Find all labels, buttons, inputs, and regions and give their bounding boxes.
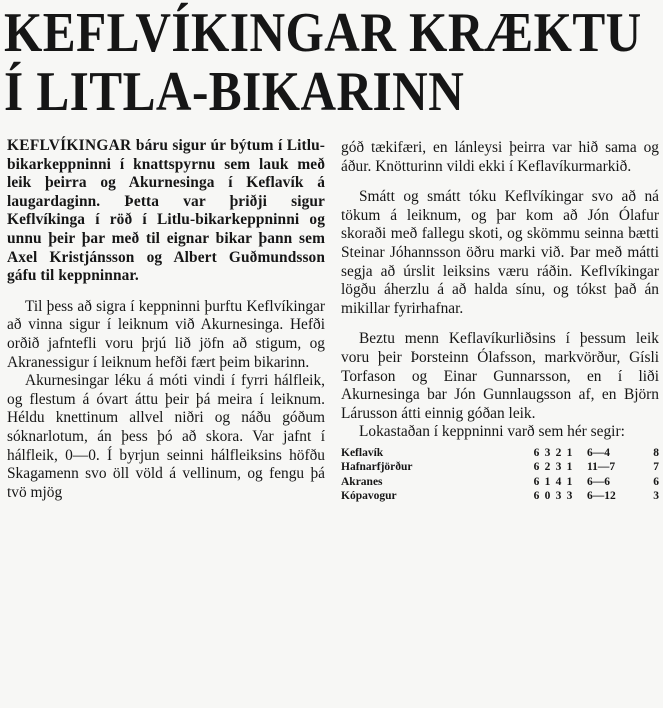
goals: 11—7 [587,461,616,474]
paragraph-4: góð tækifæri, en lánleysi þeirra var hið sama og áður. Knötturinn vildi ekki í Keflavíkurmarkið. [341,139,659,175]
headline-line-2: Í LITLA-BIKARINN [4,61,465,123]
paragraph-6: Beztu menn Keflavíkurliðsins í þessum leik voru þeir Þorsteinn Ólafsson, markvörður, Gísli Torfason og Einar Gunnarsson, en í liði Akurnesinga bar Jón Gunnlaugsson af, en Björn Lárusson átti einnig góðan leik. [341,330,659,422]
drawn: 2 [555,446,562,459]
team-name: Keflavík [341,446,384,459]
played: 6 [533,475,540,488]
played: 6 [533,461,540,474]
standings-table [341,446,659,504]
lead-text: báru sigur úr býtum í Litlu-bikarkeppninni í knattspyrnu sem lauk með leik þeirra og Akurnesinga í Keflavík á laugardaginn. Þetta var þriðji sigur Keflvíkinga í röð í Litlu-bikarkeppninni og unnu þeir þar með til eignar bikar þann sem Axel Kristjánsson og Albert Guðmundsson gáfu til keppninnar. [7,137,325,285]
table-row [341,489,659,504]
drawn: 4 [555,475,562,488]
goals: 6—6 [587,475,610,488]
drawn: 3 [555,490,562,503]
paragraph-7: Lokastaðan í keppninni varð sem hér segir: [359,423,625,441]
article-column-left [7,137,325,502]
points: 8 [653,446,659,459]
played: 6 [533,446,540,459]
points: 7 [653,461,659,474]
points: 6 [653,475,659,488]
paragraph-2: Til þess að sigra í keppninni þurftu Keflvíkingar að vinna sigur í leiknum við Akurnesinga. Hefði orðið jafntefli voru þrjú lið jöfn að stigum, og Akranessigur í leiknum hefði fært þeim bikarinn. [7,297,325,371]
lost: 1 [566,475,573,488]
paragraph-3: Akurnesingar léku á móti vindi í fyrri hálfleik, og flestum á óvart áttu þeir þá meira í leiknum. Héldu knettinum allvel niðri og náðu góðum sóknarlotum, án þess þó að skora. Var jafnt í hálfleik, 0—0. Í byrjun seinni hálfleiksins höfðu Skagamenn svo öll völd á vellinum, og fengu þá tvö mjög [7,372,325,501]
table-row [341,460,659,475]
lost: 3 [566,490,573,503]
headline-line-1: KEFLVÍKINGAR KRÆKTU [4,2,642,64]
won: 1 [544,475,551,488]
paragraph-5: Smátt og smátt tóku Keflvíkingar svo að ná tökum á leiknum, og þar kom að Jón Ólafur skoraði með fallegu skoti, og skömmu seinna bætti Steinar Jóhannsson öðru marki við. Þar með mátti segja að úrslit leiksins væru ráðin. Keflvíkingar lögðu áherzlu á að halda sínu, og tókst það án mikillar fyrirhafnar. [341,188,659,317]
goals: 6—4 [587,446,610,459]
goals: 6—12 [587,490,616,503]
team-name: Akranes [341,475,383,488]
won: 0 [544,490,551,503]
headline [4,2,642,123]
table-row [341,475,659,490]
played: 6 [533,490,540,503]
lead-caps: KEFLVÍKINGAR [7,137,132,154]
drawn: 3 [555,461,562,474]
team-name: Kópavogur [341,490,397,503]
won: 2 [544,461,551,474]
won: 3 [544,446,551,459]
lost: 1 [566,446,573,459]
article-column-right [341,139,659,504]
team-name: Hafnarfjörður [341,461,413,474]
table-row [341,446,659,461]
lost: 1 [566,461,573,474]
points: 3 [653,490,659,503]
lead-paragraph [7,137,325,286]
